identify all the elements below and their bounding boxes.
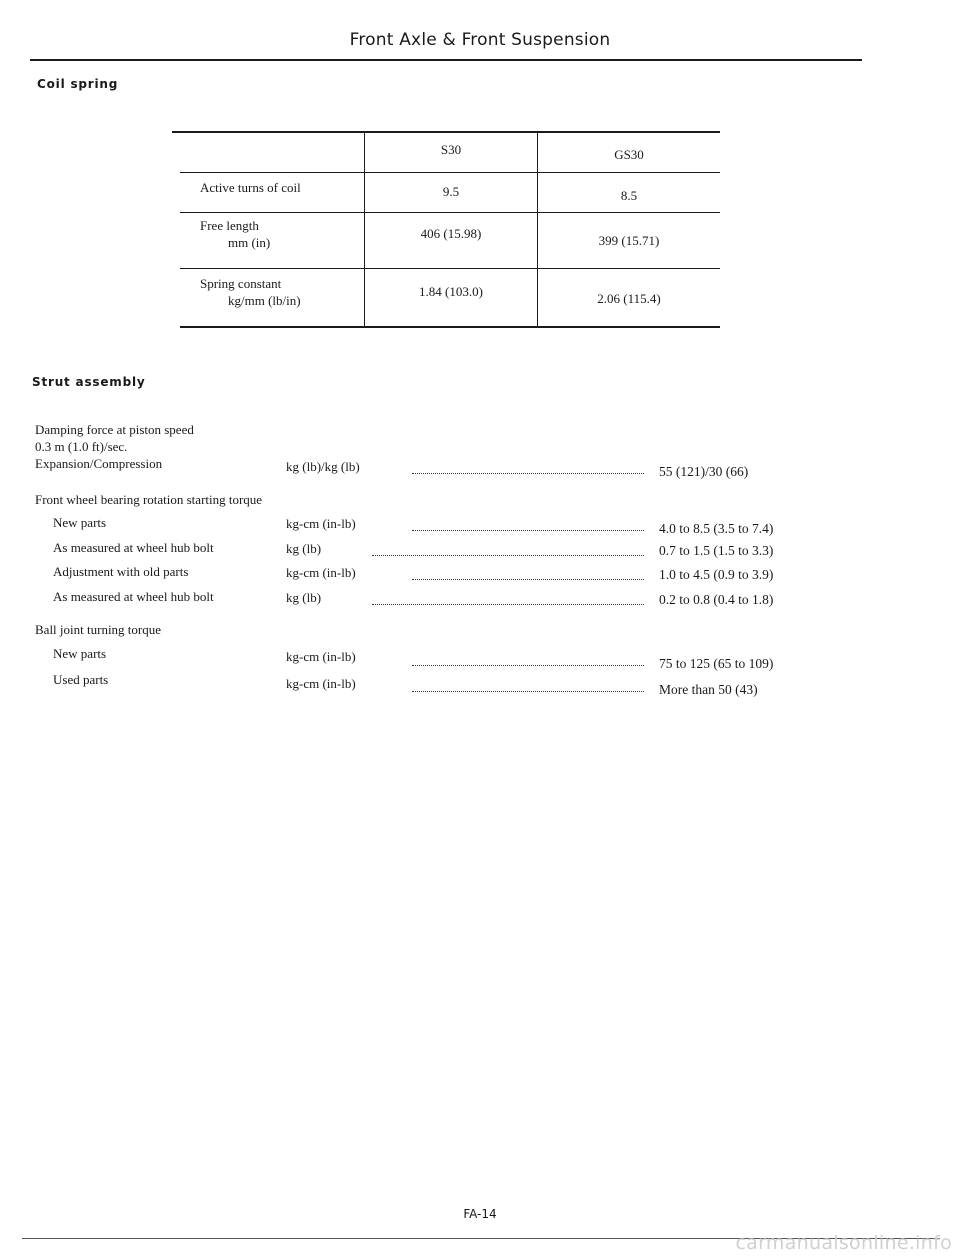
row-label-spring-constant: Spring constant (200, 276, 282, 291)
table-bottom-rule (180, 326, 720, 328)
strut-assembly-heading: Strut assembly (32, 375, 146, 389)
leader-dots (412, 461, 644, 474)
bearing-item-label: As measured at wheel hub bolt (53, 589, 214, 604)
leader-dots (372, 543, 644, 556)
column-header-gs30: GS30 (614, 147, 644, 162)
bearing-item-label: As measured at wheel hub bolt (53, 540, 214, 555)
ball-joint-item-value: 75 to 125 (65 to 109) (659, 656, 774, 671)
table-row-rule (180, 268, 720, 269)
bearing-item-label: New parts (53, 515, 107, 530)
damping-unit: kg (lb)/kg (lb) (286, 459, 360, 474)
cell-s30-free-length: 406 (15.98) (420, 226, 482, 241)
watermark: carmanualsonline.info (735, 1232, 952, 1254)
table-header-rule (180, 172, 720, 173)
bearing-item-unit: kg-cm (in-lb) (286, 516, 356, 531)
leader-dots (412, 518, 644, 531)
bearing-item-label: Adjustment with old parts (53, 564, 189, 579)
bearing-item-unit: kg (lb) (286, 590, 322, 605)
table-row-rule (180, 212, 720, 213)
damping-value: 55 (121)/30 (66) (659, 464, 749, 479)
row-label-free-length: Free length (200, 218, 259, 233)
cell-gs30-active-turns: 8.5 (620, 188, 638, 203)
ball-joint-item-unit: kg-cm (in-lb) (286, 649, 356, 664)
bearing-item-value: 1.0 to 4.5 (0.9 to 3.9) (659, 567, 774, 582)
coil-spring-heading: Coil spring (37, 77, 119, 91)
cell-gs30-free-length: 399 (15.71) (598, 233, 660, 248)
damping-label-line1: Damping force at piston speed (35, 422, 194, 437)
leader-dots (412, 679, 644, 692)
cell-s30-spring-constant: 1.84 (103.0) (419, 284, 483, 299)
header-rule (30, 59, 862, 61)
ball-joint-item-unit: kg-cm (in-lb) (286, 676, 356, 691)
ball-joint-item-value: More than 50 (43) (659, 682, 758, 697)
bearing-item-unit: kg-cm (in-lb) (286, 565, 356, 580)
cell-s30-active-turns: 9.5 (442, 184, 460, 199)
ball-joint-item-label: Used parts (53, 672, 109, 687)
bearing-item-value: 4.0 to 8.5 (3.5 to 7.4) (659, 521, 774, 536)
row-label-active-turns: Active turns of coil (200, 180, 301, 195)
bearing-item-value: 0.2 to 0.8 (0.4 to 1.8) (659, 592, 774, 607)
row-label-free-length-unit: mm (in) (228, 235, 271, 250)
damping-label-line3: Expansion/Compression (35, 456, 163, 471)
leader-dots (412, 567, 644, 580)
damping-label-line2: 0.3 m (1.0 ft)/sec. (35, 439, 128, 454)
bearing-item-unit: kg (lb) (286, 541, 322, 556)
ball-joint-heading: Ball joint turning torque (35, 622, 162, 637)
leader-dots (372, 592, 644, 605)
cell-gs30-spring-constant: 2.06 (115.4) (597, 291, 661, 306)
leader-dots (412, 653, 644, 666)
ball-joint-item-label: New parts (53, 646, 107, 661)
table-top-rule (172, 131, 720, 133)
page-number: FA-14 (463, 1207, 497, 1221)
row-label-spring-constant-unit: kg/mm (lb/in) (228, 293, 301, 308)
bearing-torque-heading: Front wheel bearing rotation starting torque (35, 492, 263, 507)
page-header-title: Front Axle & Front Suspension (349, 30, 611, 50)
bearing-item-value: 0.7 to 1.5 (1.5 to 3.3) (659, 543, 774, 558)
column-header-s30: S30 (440, 142, 462, 157)
